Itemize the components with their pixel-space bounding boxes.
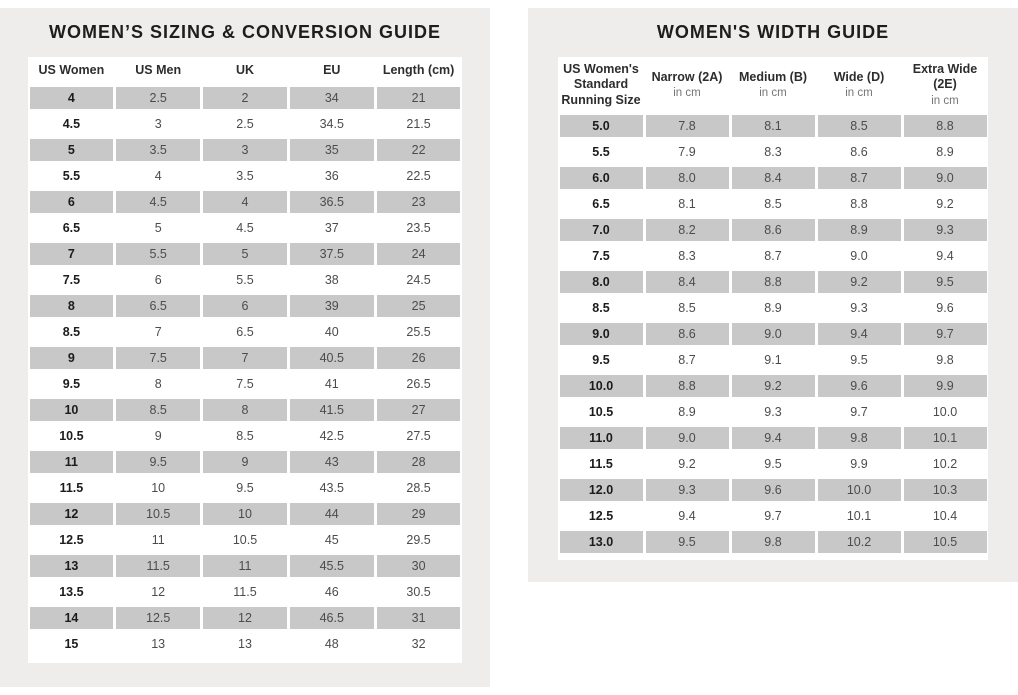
value-cell: 8.6: [646, 323, 729, 345]
value-cell: 9.5: [646, 531, 729, 553]
value-cell: 24: [377, 243, 461, 265]
value-cell: 2.5: [236, 117, 254, 131]
value-cell: 9.3: [646, 479, 729, 501]
width-guide-title: WOMEN'S WIDTH GUIDE: [656, 22, 890, 42]
table-row: [28, 371, 462, 397]
row-size-cell: 7.5: [62, 273, 81, 287]
width-guide-table: [558, 57, 988, 560]
value-cell: 25: [377, 295, 461, 317]
table-row: [28, 475, 462, 501]
value-cell: 9.2: [732, 375, 815, 397]
value-cell: 8.1: [732, 115, 815, 137]
value-cell: 9.7: [850, 405, 868, 419]
value-cell: 9.4: [818, 323, 901, 345]
column-header-label: US Women's Standard Running Size: [561, 61, 641, 107]
value-cell: 10: [203, 503, 287, 525]
value-cell: 23: [377, 191, 461, 213]
value-cell: 8.9: [764, 301, 782, 315]
row-size-cell: 15: [64, 637, 79, 651]
row-size-cell: 6.0: [560, 167, 643, 189]
value-cell: 36.5: [290, 191, 374, 213]
row-size-cell: 6.5: [62, 221, 81, 235]
value-cell: 45: [324, 533, 339, 547]
row-size-cell: 5: [30, 139, 114, 161]
row-size-cell: 12.0: [560, 479, 643, 501]
value-cell: 8.4: [732, 167, 815, 189]
value-cell: 41: [324, 377, 339, 391]
row-size-cell: 5.5: [62, 169, 81, 183]
value-cell: 8.2: [646, 219, 729, 241]
row-size-cell: 5.5: [592, 145, 610, 159]
table-row: [28, 345, 462, 371]
column-header-label: Medium (B): [738, 69, 808, 84]
row-size-cell: 7.5: [592, 249, 610, 263]
table-row: [28, 605, 462, 631]
value-cell: 31: [377, 607, 461, 629]
value-cell: 9.5: [236, 481, 254, 495]
column-header: [816, 57, 902, 113]
table-row: [558, 113, 988, 139]
value-cell: 9.8: [818, 427, 901, 449]
value-cell: 2.5: [116, 87, 200, 109]
table-row: [558, 321, 988, 347]
table-row: [28, 579, 462, 605]
value-cell: 8.4: [646, 271, 729, 293]
value-cell: 8.7: [818, 167, 901, 189]
value-cell: 8.1: [678, 197, 696, 211]
value-cell: 12.5: [116, 607, 200, 629]
value-cell: 9.9: [850, 457, 868, 471]
table-row: [28, 241, 462, 267]
value-cell: 10.5: [116, 503, 200, 525]
table-row: [558, 503, 988, 529]
value-cell: 46.5: [290, 607, 374, 629]
table-row: [558, 269, 988, 295]
value-cell: 10.0: [818, 479, 901, 501]
row-size-cell: 13: [30, 555, 114, 577]
value-cell: 7: [154, 325, 162, 339]
value-cell: 9.5: [764, 457, 782, 471]
value-cell: 9.4: [678, 509, 696, 523]
value-cell: 8.8: [850, 197, 868, 211]
column-header: [902, 57, 988, 113]
row-size-cell: 5.0: [560, 115, 643, 137]
value-cell: 8.9: [818, 219, 901, 241]
value-cell: 13: [238, 637, 252, 651]
table-row: [28, 189, 462, 215]
table-row: [28, 527, 462, 553]
table-row: [28, 293, 462, 319]
value-cell: 3: [154, 117, 162, 131]
value-cell: 11: [203, 555, 287, 577]
value-cell: 48: [324, 637, 339, 651]
row-size-cell: 13.0: [560, 531, 643, 553]
value-cell: 4.5: [116, 191, 200, 213]
value-cell: 25.5: [406, 325, 431, 339]
value-cell: 9: [203, 451, 287, 473]
row-size-cell: 7.0: [560, 219, 643, 241]
value-cell: 34.5: [319, 117, 344, 131]
value-cell: 8.3: [764, 145, 782, 159]
value-cell: 11.5: [116, 555, 200, 577]
value-cell: 9.3: [850, 301, 868, 315]
value-cell: 9.6: [936, 301, 954, 315]
value-cell: 8.8: [904, 115, 987, 137]
table-row: [558, 217, 988, 243]
value-cell: 8.6: [732, 219, 815, 241]
value-cell: 10.0: [932, 405, 958, 419]
table-row: [28, 449, 462, 475]
column-header-unit: in cm: [759, 87, 787, 100]
value-cell: 37: [324, 221, 339, 235]
value-cell: 9.3: [904, 219, 987, 241]
table-row: [28, 137, 462, 163]
value-cell: 26: [377, 347, 461, 369]
column-header: [644, 57, 730, 113]
table-row: [28, 163, 462, 189]
value-cell: 27.5: [406, 429, 431, 443]
value-cell: 8.5: [678, 301, 696, 315]
row-size-cell: 8.5: [62, 325, 81, 339]
value-cell: 9.8: [936, 353, 954, 367]
value-cell: 8.5: [116, 399, 200, 421]
value-cell: 41.5: [290, 399, 374, 421]
value-cell: 4: [154, 169, 162, 183]
value-cell: 8.5: [764, 197, 782, 211]
table-row: [558, 347, 988, 373]
value-cell: 7.5: [116, 347, 200, 369]
column-header: US Men: [135, 63, 182, 78]
value-cell: 9.6: [732, 479, 815, 501]
value-cell: 9.6: [818, 375, 901, 397]
row-size-cell: 13.5: [59, 585, 84, 599]
value-cell: 10.4: [932, 509, 958, 523]
value-cell: 8: [154, 377, 162, 391]
value-cell: 9.0: [646, 427, 729, 449]
row-size-cell: 8.5: [592, 301, 610, 315]
table-row: [558, 477, 988, 503]
value-cell: 34: [290, 87, 374, 109]
column-header-unit: in cm: [931, 94, 959, 107]
column-header: Length (cm): [382, 63, 455, 78]
row-size-cell: 11.5: [59, 481, 84, 495]
table-row: [558, 399, 988, 425]
table-row: [558, 373, 988, 399]
sizing-guide-header-row: [28, 57, 462, 85]
value-cell: 22.5: [406, 169, 431, 183]
column-header-label: Wide (D): [833, 69, 885, 84]
value-cell: 9.0: [904, 167, 987, 189]
value-cell: 38: [324, 273, 339, 287]
value-cell: 5.5: [236, 273, 254, 287]
table-row: [28, 423, 462, 449]
value-cell: 11: [151, 533, 165, 547]
value-cell: 3.5: [236, 169, 254, 183]
row-size-cell: 11.5: [589, 457, 613, 471]
value-cell: 26.5: [406, 377, 431, 391]
value-cell: 7.8: [646, 115, 729, 137]
value-cell: 42.5: [319, 429, 344, 443]
row-size-cell: 4: [30, 87, 114, 109]
value-cell: 28: [377, 451, 461, 473]
value-cell: 10.1: [904, 427, 987, 449]
value-cell: 8: [203, 399, 287, 421]
value-cell: 3.5: [116, 139, 200, 161]
sizing-guide-panel: [0, 8, 490, 687]
row-size-cell: 9.0: [560, 323, 643, 345]
value-cell: 8.6: [850, 145, 868, 159]
value-cell: 6.5: [116, 295, 200, 317]
table-row: [558, 295, 988, 321]
value-cell: 37.5: [290, 243, 374, 265]
value-cell: 2: [203, 87, 287, 109]
value-cell: 40: [324, 325, 339, 339]
value-cell: 6: [203, 295, 287, 317]
value-cell: 45.5: [290, 555, 374, 577]
value-cell: 9.0: [850, 249, 868, 263]
row-size-cell: 9.5: [592, 353, 610, 367]
value-cell: 30.5: [406, 585, 431, 599]
column-header: US Women: [38, 63, 105, 78]
value-cell: 43.5: [319, 481, 344, 495]
value-cell: 5: [203, 243, 287, 265]
width-guide-rows: [558, 113, 988, 555]
table-row: [28, 631, 462, 657]
table-row: [28, 501, 462, 527]
value-cell: 22: [377, 139, 461, 161]
sizing-guide-table: [28, 57, 462, 663]
row-size-cell: 4.5: [62, 117, 81, 131]
column-header-label: Extra Wide (2E): [912, 61, 978, 92]
value-cell: 6: [154, 273, 162, 287]
row-size-cell: 6.5: [592, 197, 610, 211]
column-header-unit: in cm: [673, 87, 701, 100]
value-cell: 9.7: [904, 323, 987, 345]
column-header-label: Narrow (2A): [651, 69, 723, 84]
row-size-cell: 12.5: [59, 533, 84, 547]
value-cell: 8.5: [236, 429, 254, 443]
value-cell: 35: [290, 139, 374, 161]
value-cell: 9.2: [936, 197, 954, 211]
table-row: [558, 165, 988, 191]
value-cell: 11.5: [233, 585, 257, 599]
table-row: [28, 215, 462, 241]
value-cell: 32: [411, 637, 426, 651]
value-cell: 24.5: [406, 273, 431, 287]
value-cell: 8.8: [732, 271, 815, 293]
value-cell: 8.3: [678, 249, 696, 263]
table-row: [558, 451, 988, 477]
table-row: [558, 529, 988, 555]
value-cell: 9.2: [818, 271, 901, 293]
value-cell: 8.9: [678, 405, 696, 419]
row-size-cell: 10.0: [560, 375, 643, 397]
table-row: [558, 243, 988, 269]
value-cell: 43: [290, 451, 374, 473]
value-cell: 23.5: [406, 221, 431, 235]
row-size-cell: 14: [30, 607, 114, 629]
sizing-guide-title: WOMEN’S SIZING & CONVERSION GUIDE: [48, 22, 442, 42]
column-header: UK: [235, 63, 255, 78]
table-row: [558, 425, 988, 451]
value-cell: 9.3: [764, 405, 782, 419]
value-cell: 29: [377, 503, 461, 525]
value-cell: 7: [203, 347, 287, 369]
column-header: [558, 57, 644, 113]
row-size-cell: 10: [30, 399, 114, 421]
value-cell: 9.2: [678, 457, 696, 471]
value-cell: 10.2: [932, 457, 958, 471]
value-cell: 10.2: [818, 531, 901, 553]
table-row: [28, 85, 462, 111]
value-cell: 12: [151, 585, 166, 599]
value-cell: 12: [203, 607, 287, 629]
row-size-cell: 6: [30, 191, 114, 213]
row-size-cell: 11: [30, 451, 114, 473]
value-cell: 36: [324, 169, 339, 183]
value-cell: 8.9: [936, 145, 954, 159]
table-row: [28, 397, 462, 423]
value-cell: 9: [154, 429, 162, 443]
row-size-cell: 11.0: [560, 427, 643, 449]
value-cell: 7.5: [236, 377, 254, 391]
value-cell: 30: [377, 555, 461, 577]
column-header-unit: in cm: [845, 87, 873, 100]
value-cell: 44: [290, 503, 374, 525]
table-row: [558, 191, 988, 217]
width-guide-panel: [528, 8, 1018, 582]
row-size-cell: 12.5: [588, 509, 614, 523]
row-size-cell: 8: [30, 295, 114, 317]
value-cell: 3: [203, 139, 287, 161]
table-row: [28, 111, 462, 137]
value-cell: 9.8: [732, 531, 815, 553]
value-cell: 28.5: [406, 481, 431, 495]
value-cell: 27: [377, 399, 461, 421]
table-row: [28, 553, 462, 579]
value-cell: 9.4: [732, 427, 815, 449]
row-size-cell: 9.5: [62, 377, 81, 391]
width-guide-header-row: [558, 57, 988, 113]
table-row: [28, 319, 462, 345]
value-cell: 10: [151, 481, 166, 495]
row-size-cell: 12: [30, 503, 114, 525]
value-cell: 10.5: [904, 531, 987, 553]
value-cell: 9.5: [116, 451, 200, 473]
value-cell: 39: [290, 295, 374, 317]
row-size-cell: 9: [30, 347, 114, 369]
value-cell: 8.7: [678, 353, 696, 367]
value-cell: 10.5: [232, 533, 258, 547]
value-cell: 8.5: [818, 115, 901, 137]
value-cell: 9.5: [904, 271, 987, 293]
value-cell: 46: [324, 585, 339, 599]
value-cell: 10.1: [846, 509, 872, 523]
row-size-cell: 10.5: [588, 405, 614, 419]
value-cell: 8.0: [646, 167, 729, 189]
sizing-guide-rows: [28, 85, 462, 657]
value-cell: 9.1: [764, 353, 782, 367]
value-cell: 9.5: [850, 353, 868, 367]
row-size-cell: 10.5: [59, 429, 84, 443]
row-size-cell: 8.0: [560, 271, 643, 293]
value-cell: 21.5: [406, 117, 431, 131]
value-cell: 8.8: [646, 375, 729, 397]
table-row: [28, 267, 462, 293]
value-cell: 7.9: [678, 145, 696, 159]
value-cell: 29.5: [406, 533, 431, 547]
value-cell: 5: [154, 221, 162, 235]
table-row: [558, 139, 988, 165]
value-cell: 9.4: [936, 249, 954, 263]
column-header: EU: [323, 63, 341, 78]
value-cell: 4: [203, 191, 287, 213]
value-cell: 6.5: [236, 325, 254, 339]
row-size-cell: 7: [30, 243, 114, 265]
value-cell: 9.0: [732, 323, 815, 345]
value-cell: 13: [151, 637, 166, 651]
value-cell: 10.3: [904, 479, 987, 501]
value-cell: 40.5: [290, 347, 374, 369]
value-cell: 4.5: [236, 221, 254, 235]
column-header: [730, 57, 816, 113]
value-cell: 9.7: [764, 509, 782, 523]
value-cell: 5.5: [116, 243, 200, 265]
value-cell: 8.7: [764, 249, 782, 263]
value-cell: 21: [377, 87, 461, 109]
value-cell: 9.9: [904, 375, 987, 397]
